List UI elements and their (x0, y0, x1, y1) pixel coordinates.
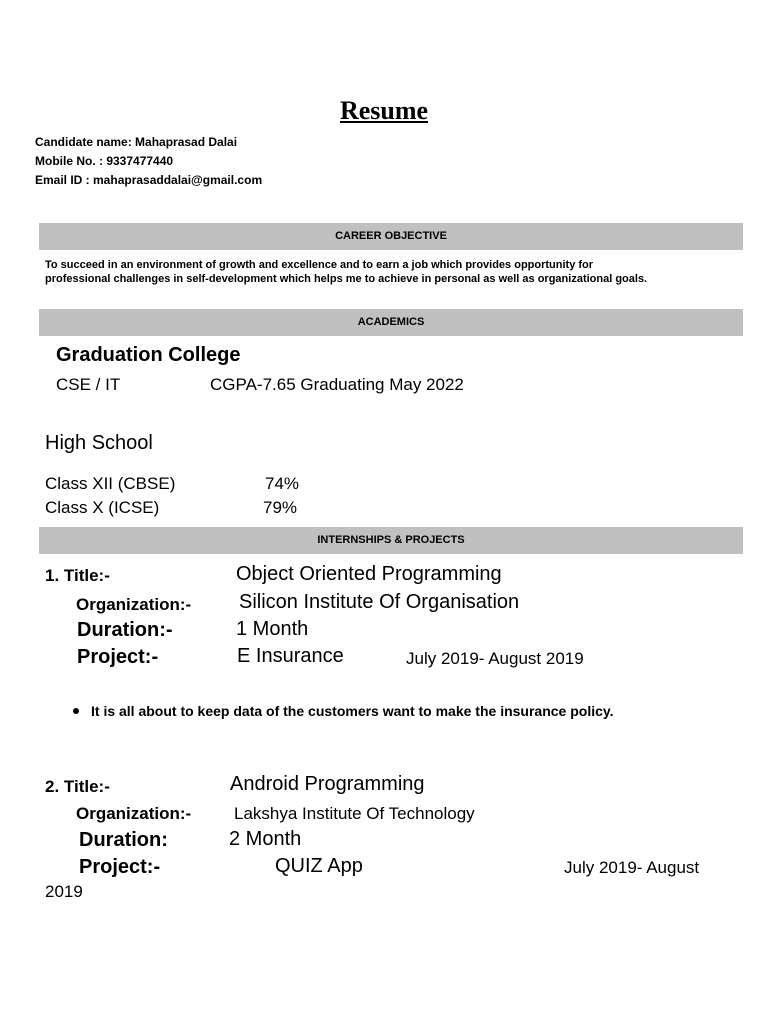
project1-description (73, 703, 614, 719)
project1-dates: July 2019- August 2019 (406, 649, 584, 668)
bullet-icon (73, 708, 79, 714)
mobile-number: Mobile No. : 9337477440 (35, 154, 174, 168)
project1-description-text: It is all about to keep data of the customers want to make the insurance policy. (91, 703, 614, 719)
graduation-college-heading: Graduation College (56, 344, 241, 366)
project2-title: Android Programming (230, 773, 425, 795)
class12-label: Class XII (CBSE) (45, 474, 176, 493)
project1-org: Silicon Institute Of Organisation (239, 591, 520, 613)
candidate-name: Candidate name: Mahaprasad Dalai (35, 135, 238, 149)
project1-title: Object Oriented Programming (236, 563, 502, 585)
project2-project-label: Project:- (79, 856, 161, 878)
project2-title-label: 2. Title:- (45, 777, 110, 796)
project2-project: QUIZ App (275, 855, 363, 877)
career-objective-text (45, 258, 745, 286)
academics-header: ACADEMICS (39, 309, 743, 336)
course-name: CSE / IT (56, 375, 121, 394)
project2-org: Lakshya Institute Of Technology (234, 804, 475, 823)
objective-line-2: professional challenges in self-development which helps me to achieve in personal as well as organizational goals. (45, 273, 648, 285)
internships-header: INTERNSHIPS & PROJECTS (39, 527, 743, 554)
project2-dates-continued: 2019 (45, 882, 83, 901)
email-id: Email ID : mahaprasaddalai@gmail.com (35, 173, 263, 187)
project1-project: E Insurance (237, 645, 344, 667)
project2-org-label: Organization:- (76, 804, 192, 823)
project1-org-label: Organization:- (76, 595, 192, 614)
class12-score: 74% (265, 474, 300, 493)
cgpa-text: CGPA-7.65 Graduating May 2022 (210, 375, 464, 394)
page-title: Resume (339, 96, 429, 125)
career-objective-header: CAREER OBJECTIVE (39, 223, 743, 250)
project2-duration-label: Duration: (79, 829, 168, 851)
project1-project-label: Project:- (77, 646, 159, 668)
class10-score: 79% (263, 498, 298, 517)
high-school-heading: High School (45, 432, 153, 454)
project2-duration: 2 Month (229, 828, 302, 850)
project1-duration-label: Duration:- (77, 619, 173, 641)
project1-title-label: 1. Title:- (45, 566, 110, 585)
objective-line-1: To succeed in an environment of growth and excellence and to earn a job which provides opportunity for (45, 259, 594, 271)
class10-label: Class X (ICSE) (45, 498, 160, 517)
project1-duration: 1 Month (236, 618, 309, 640)
project2-dates: July 2019- August (564, 858, 700, 877)
